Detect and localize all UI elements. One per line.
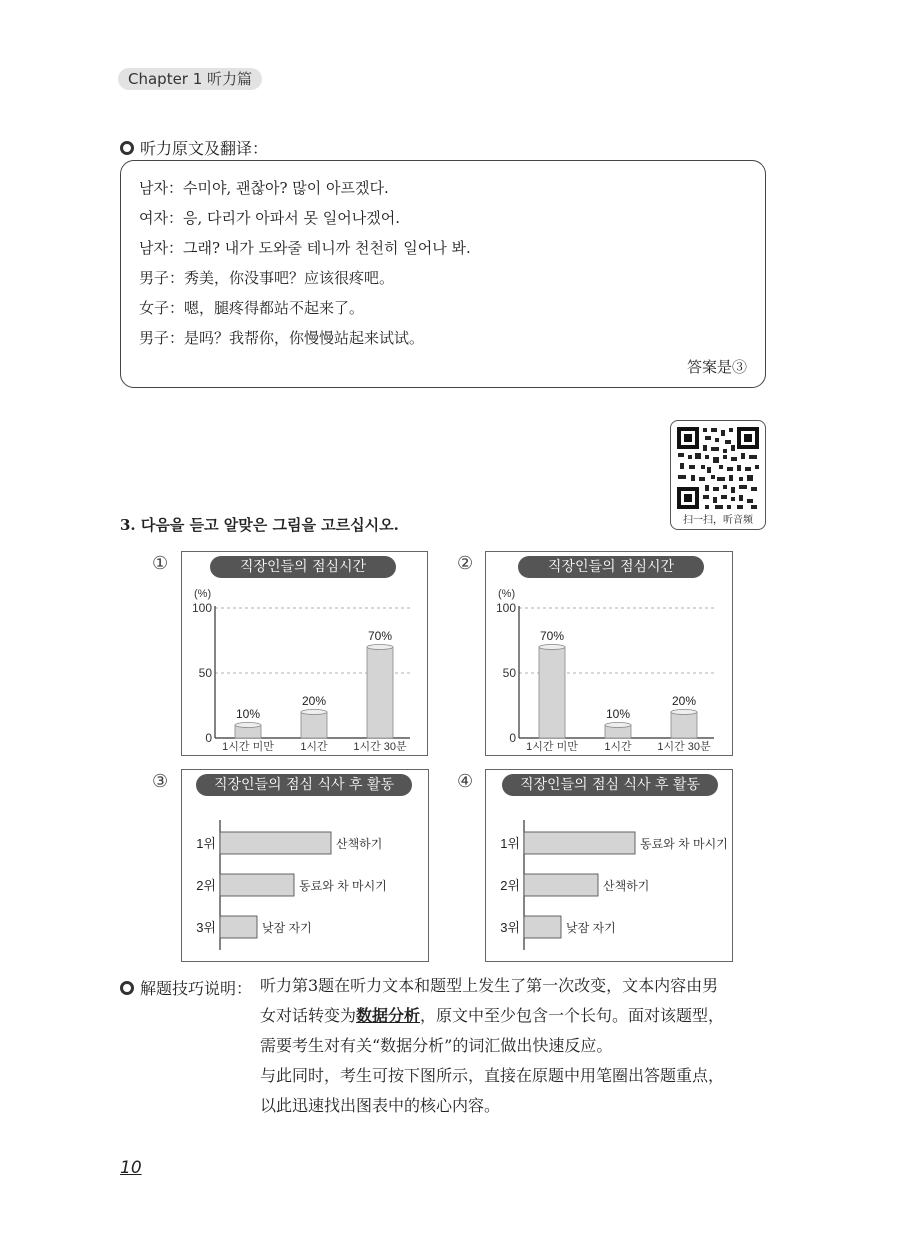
tip-line: 与此同时，考生可按下图所示，直接在原题中用笔圈出答题重点， <box>260 1066 725 1085</box>
bar-top <box>235 723 261 728</box>
tip-line: 听力第3题在听力文本和题型上发生了第一次改变，文本内容由男 <box>260 976 719 995</box>
transcript-line: 여자：응, 다리가 아파서 못 일어나겠어. <box>139 209 400 227</box>
bar-value-label: 70% <box>367 629 393 643</box>
transcript-line: 男子：是吗？我帮你，你慢慢站起来试试。 <box>139 329 425 347</box>
answer-text: 答案是③ <box>686 358 747 376</box>
option-number-1: ① <box>152 553 169 574</box>
qr-code-card[interactable] <box>670 420 766 530</box>
bar-top <box>367 645 393 650</box>
tip-line-text: ，原文中至少包含一个长句。面对该题型， <box>420 1006 725 1025</box>
option-number-2: ② <box>457 553 474 574</box>
bar <box>220 874 294 896</box>
question-text: 3. 다음을 듣고 알맞은 그림을 고르십시오. <box>120 516 399 534</box>
bar-chart-after-lunch <box>486 770 731 960</box>
rank-label: 1위 <box>500 836 520 851</box>
bar-value-label: 20% <box>301 694 327 708</box>
option-number-3: ③ <box>152 771 169 792</box>
bar-chart-after-lunch <box>182 770 427 960</box>
chart-title: 직장인들의 점심시간 <box>518 556 704 578</box>
transcript-line: 남자：수미야, 괜찮아? 많이 아프겠다. <box>139 179 389 197</box>
bar-value-label: 70% <box>539 629 565 643</box>
bar-top <box>671 710 697 715</box>
bar-top <box>605 723 631 728</box>
bar <box>539 647 565 738</box>
bar <box>367 647 393 738</box>
bar-category-label: 산책하기 <box>603 879 650 893</box>
bar-category-label: 동료와 차 마시기 <box>640 837 728 851</box>
rank-label: 3위 <box>500 920 520 935</box>
chart-option-3[interactable] <box>181 769 429 962</box>
tip-heading <box>120 976 252 999</box>
y-tick-label: 50 <box>502 666 516 680</box>
chart-option-2[interactable] <box>485 551 733 756</box>
bar <box>524 916 561 938</box>
bar-top <box>301 710 327 715</box>
bar <box>301 712 327 738</box>
rank-label: 2위 <box>500 878 520 893</box>
tip-emphasis: 数据分析 <box>356 1006 421 1025</box>
y-axis-label: (%) <box>194 588 212 600</box>
bar-chart-lunch-time <box>486 552 731 754</box>
bar-value-label: 10% <box>605 707 631 721</box>
bar <box>220 916 257 938</box>
y-tick-label: 100 <box>495 601 516 615</box>
bar-chart-lunch-time <box>182 552 426 754</box>
y-tick-label: 50 <box>198 666 212 680</box>
bar <box>220 832 331 854</box>
transcript-line: 女子：嗯，腿疼得都站不起来了。 <box>139 299 365 317</box>
x-tick-label: 1시간 <box>604 741 632 753</box>
x-tick-label: 1시간 <box>300 741 328 753</box>
chart-option-4[interactable] <box>485 769 733 962</box>
x-tick-label: 1시간 미만 <box>222 741 274 753</box>
transcript-box <box>120 160 766 388</box>
y-tick-label: 0 <box>205 731 212 745</box>
x-tick-label: 1시간 30분 <box>657 741 711 753</box>
bar-category-label: 동료와 차 마시기 <box>299 879 387 893</box>
option-number-4: ④ <box>457 771 474 792</box>
qr-caption: 扫一扫，听音频 <box>683 515 753 526</box>
bar <box>524 874 598 896</box>
transcript-heading <box>120 136 268 159</box>
x-tick-label: 1시간 30분 <box>353 741 407 753</box>
tip-label: 解题技巧说明： <box>140 979 253 998</box>
bar-category-label: 산책하기 <box>336 837 383 851</box>
y-tick-label: 0 <box>509 731 516 745</box>
transcript-line: 男子：秀美，你没事吧？应该很疼吧。 <box>139 269 395 287</box>
bar <box>524 832 635 854</box>
chart-option-1[interactable] <box>181 551 428 756</box>
y-axis-label: (%) <box>498 588 516 600</box>
rank-label: 2위 <box>196 878 216 893</box>
chapter-tag: Chapter 1 听力篇 <box>118 68 262 90</box>
bullet-icon <box>120 981 134 995</box>
bar-value-label: 10% <box>235 707 261 721</box>
bar-top <box>539 645 565 650</box>
x-tick-label: 1시간 미만 <box>526 741 578 753</box>
tip-line: 需要考生对有关“数据分析”的词汇做出快速反应。 <box>260 1036 613 1055</box>
transcript-line: 남자：그래? 내가 도와줄 테니까 천천히 일어나 봐. <box>139 239 471 257</box>
transcript-heading-text: 听力原文及翻译： <box>140 139 269 158</box>
chart-title: 직장인들의 점심 식사 후 활동 <box>502 774 718 796</box>
chart-title: 직장인들의 점심시간 <box>210 556 396 578</box>
y-tick-label: 100 <box>191 601 212 615</box>
tip-line: 以此迅速找出图表中的核心内容。 <box>260 1096 501 1115</box>
bar-category-label: 낮잠 자기 <box>566 921 616 935</box>
bar <box>671 712 697 738</box>
rank-label: 1위 <box>196 836 216 851</box>
tip-line-text: 女对话转变为 <box>260 1006 357 1025</box>
page-number: 10 <box>120 1158 142 1178</box>
bullet-icon <box>120 141 134 155</box>
chart-title: 직장인들의 점심 식사 후 활동 <box>196 774 412 796</box>
bar-value-label: 20% <box>671 694 697 708</box>
qr-code-icon <box>675 425 761 511</box>
tip-line <box>260 1001 724 1031</box>
bar-category-label: 낮잠 자기 <box>262 921 312 935</box>
rank-label: 3위 <box>196 920 216 935</box>
